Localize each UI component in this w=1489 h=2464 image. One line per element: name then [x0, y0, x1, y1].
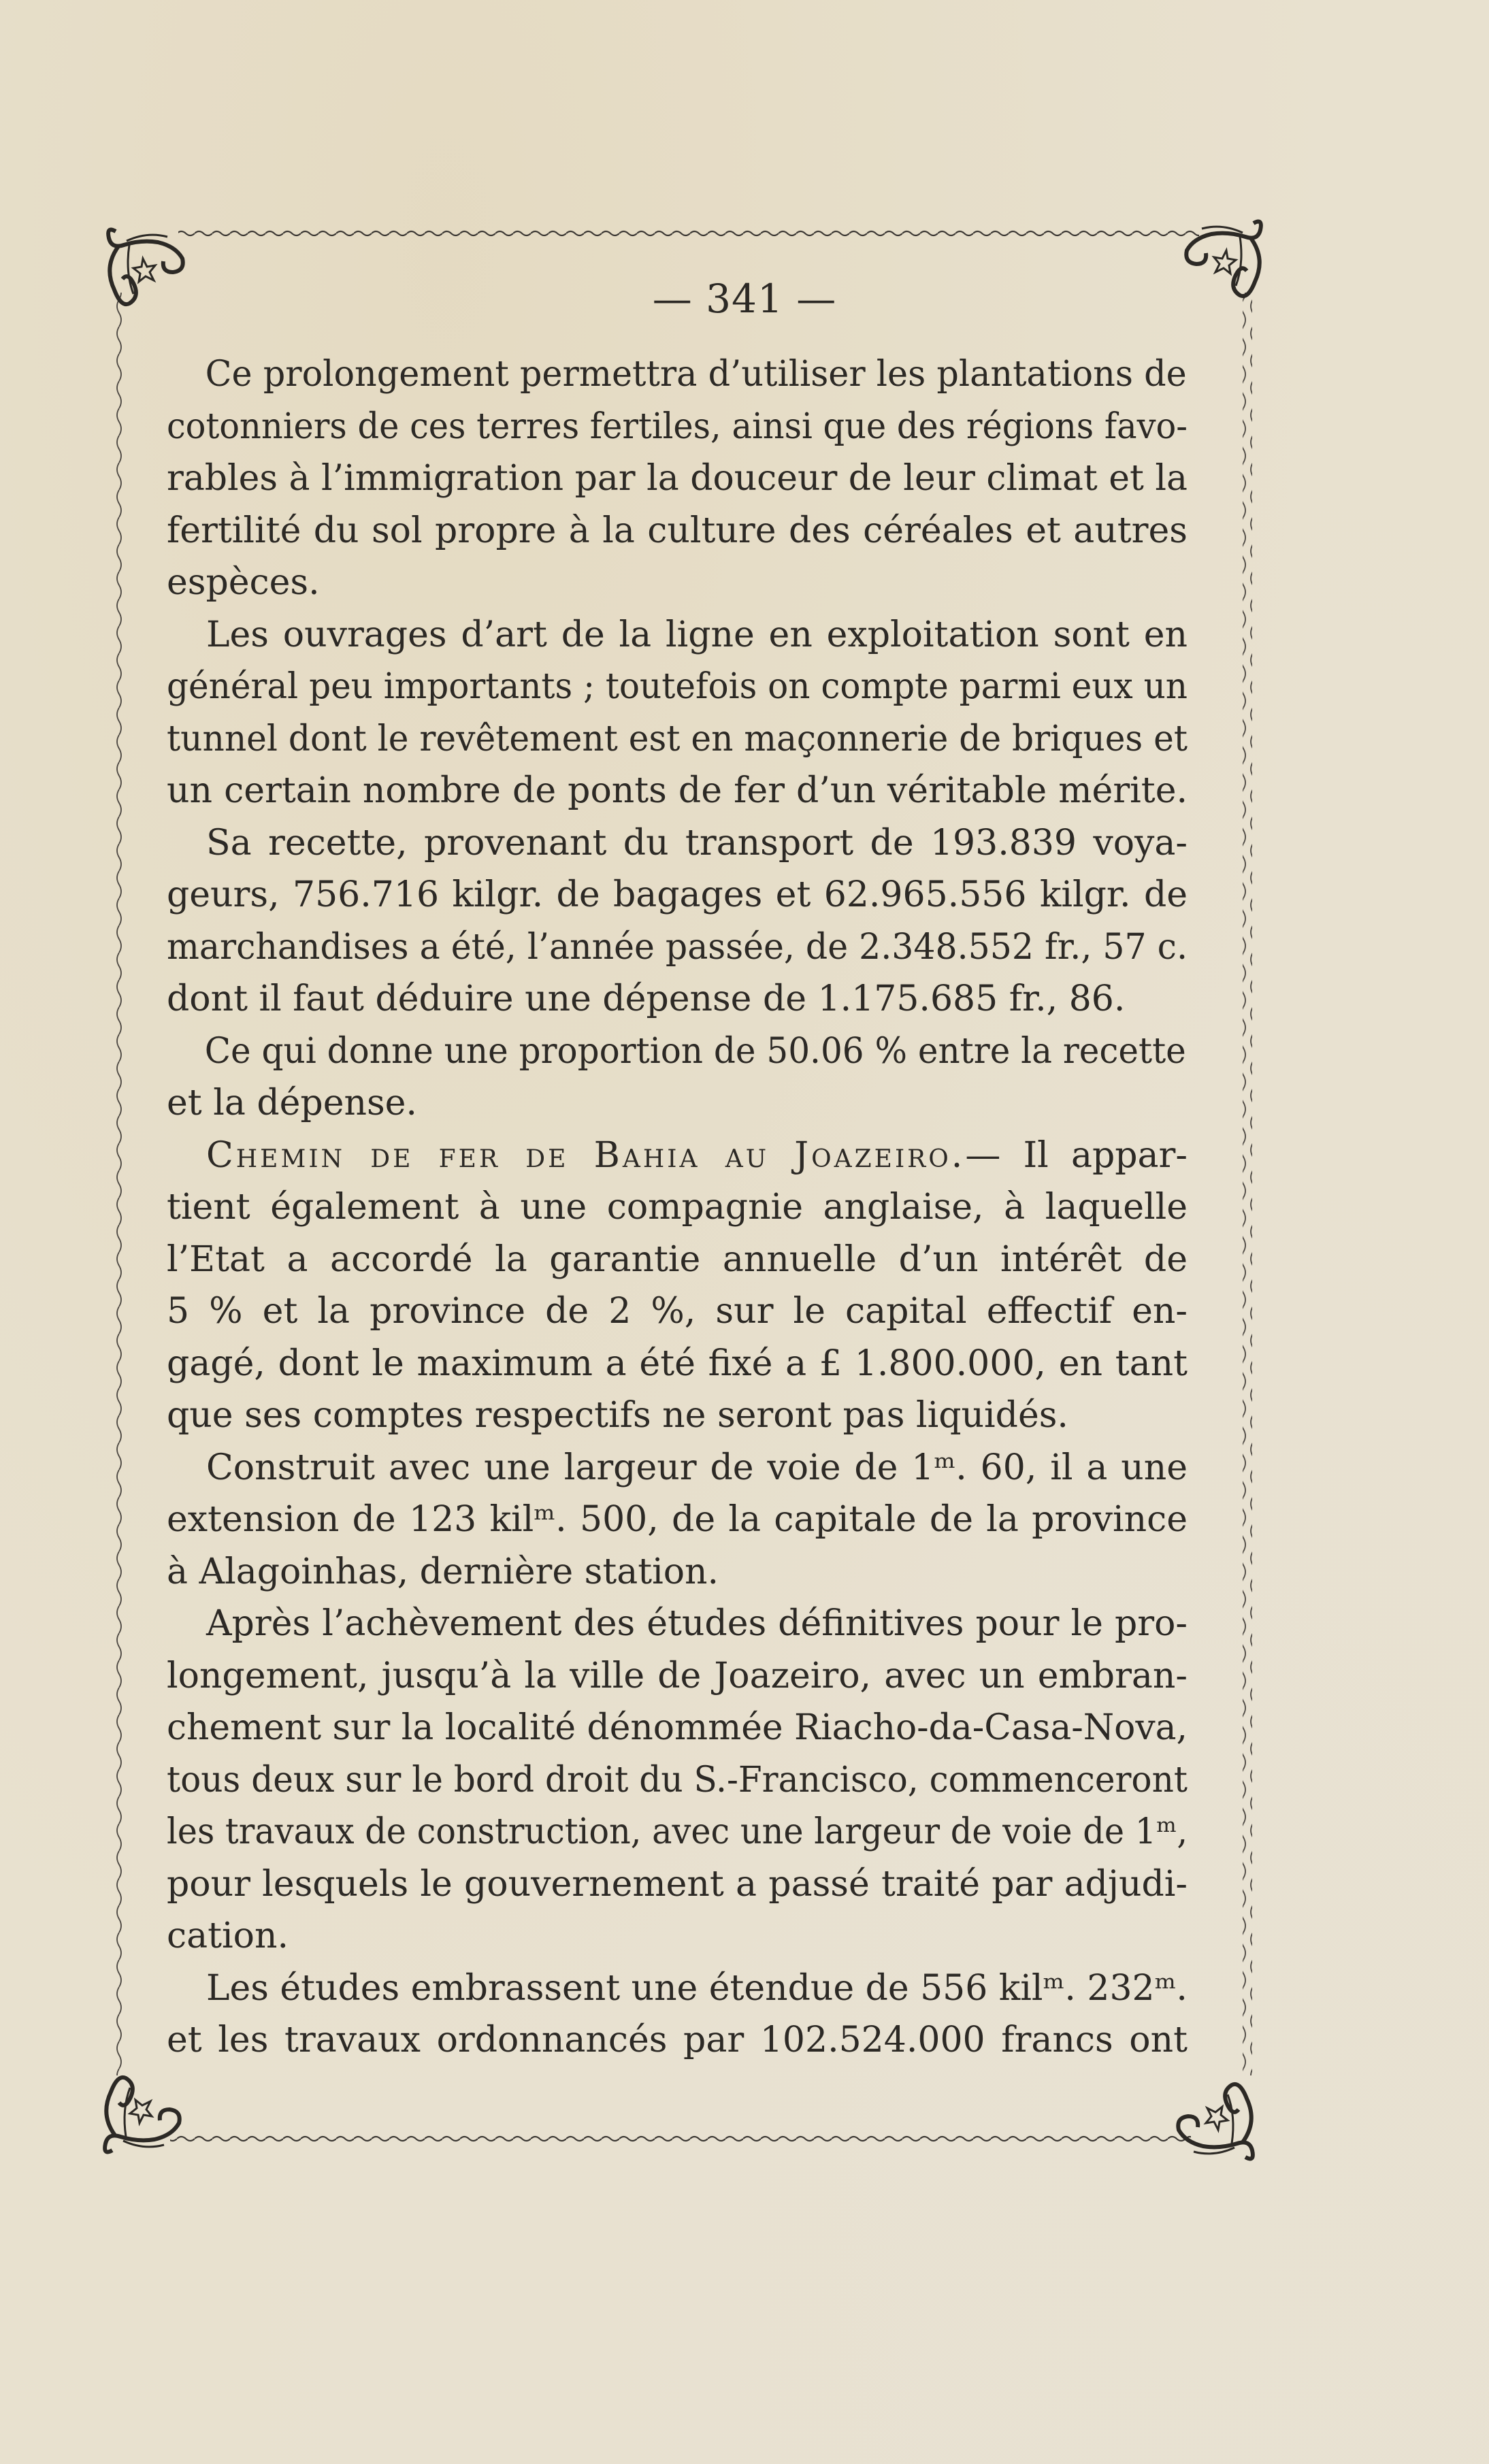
- body-text: [167, 348, 1188, 2067]
- text-line: marchandises a été, l’année passée, de 2.348.552 fr., 57 c.: [167, 926, 1188, 968]
- text-line: Ce prolongement permettra d’utiliser les plantations de: [205, 354, 1187, 395]
- floral-corner-bottom-left-icon: [105, 2077, 180, 2152]
- text-line: chement sur la localité dénommée Riacho-da-Casa-Nova,: [167, 1707, 1188, 1748]
- text-line: Les ouvrages d’art de la ligne en exploitation sont en: [206, 614, 1188, 655]
- text-line: gagé, dont le maximum a été fixé a £ 1.800.000, en tant: [167, 1343, 1188, 1384]
- text-line: cation.: [167, 1916, 289, 1956]
- section-heading: Chemin de fer de Bahia au Joazeiro.: [206, 1134, 966, 1176]
- text-line: général peu importants ; toutefois on compte parmi eux un: [167, 666, 1188, 707]
- text-line: pour lesquels le gouvernement a passé traité par adjudi-: [167, 1863, 1188, 1905]
- text-line: extension de 123 kilᵐ. 500, de la capitale de la province: [167, 1499, 1188, 1540]
- text-line: tient également à une compagnie anglaise, à laquelle: [167, 1187, 1188, 1228]
- text-line: rables à l’immigration par la douceur de leur climat et la: [167, 458, 1188, 499]
- text-line: et les travaux ordonnancés par 102.524.000 francs ont: [167, 2020, 1188, 2060]
- text-line: Après l’achèvement des études définitives pour le pro-: [206, 1603, 1188, 1644]
- text-line: Ce qui donne une proportion de 50.06 % entre la recette: [204, 1030, 1186, 1072]
- top-wavy-line: [178, 230, 1199, 240]
- text-line: geurs, 756.716 kilgr. de bagages et 62.965.556 kilgr. de: [167, 874, 1188, 915]
- text-line: dont il faut déduire une dépense de 1.175.685 fr., 86.: [167, 979, 1126, 1019]
- text-line: Sa recette, provenant du transport de 193.839 voya-: [206, 822, 1188, 864]
- text-line: un certain nombre de ponts de fer d’un véritable mérite.: [167, 770, 1188, 811]
- bottom-wavy-line: [170, 2134, 1191, 2143]
- text-line: tous deux sur le bord droit du S.-Francisco, commenceront: [167, 1759, 1188, 1801]
- text-line: Les études embrassent une étendue de 556 kilᵐ. 232ᵐ.: [206, 1967, 1188, 2009]
- text-span: — Il appar-: [965, 1134, 1188, 1176]
- text-line: longement, jusqu’à la ville de Joazeiro, avec un embran-: [167, 1655, 1188, 1696]
- text-line: l’Etat a accordé la garantie annuelle d’un intérêt de: [167, 1238, 1188, 1280]
- page-number: — 341 —: [652, 276, 837, 322]
- text-line: à Alagoinhas, dernière station.: [167, 1551, 719, 1592]
- text-line: et la dépense.: [167, 1083, 417, 1123]
- text-line: 5 % et la province de 2 %, sur le capital effectif en-: [167, 1291, 1188, 1332]
- text-line: Construit avec une largeur de voie de 1ᵐ. 60, il a une: [206, 1447, 1188, 1488]
- left-wavy-line: [116, 293, 125, 2075]
- text-line: tunnel dont le revêtement est en maçonnerie de briques et: [167, 718, 1188, 759]
- right-wavy-line: [1243, 293, 1252, 2075]
- text-line: [167, 1130, 1188, 1182]
- text-line: les travaux de construction, avec une largeur de voie de 1ᵐ,: [167, 1811, 1188, 1852]
- text-line: que ses comptes respectifs ne seront pas liquidés.: [167, 1395, 1068, 1436]
- text-line: fertilité du sol propre à la culture des céréales et autres: [167, 510, 1188, 551]
- text-line: espèces.: [167, 562, 320, 603]
- floral-corner-bottom-right-icon: [1178, 2084, 1253, 2159]
- text-line: cotonniers de ces terres fertiles, ainsi que des régions favo-: [167, 406, 1188, 447]
